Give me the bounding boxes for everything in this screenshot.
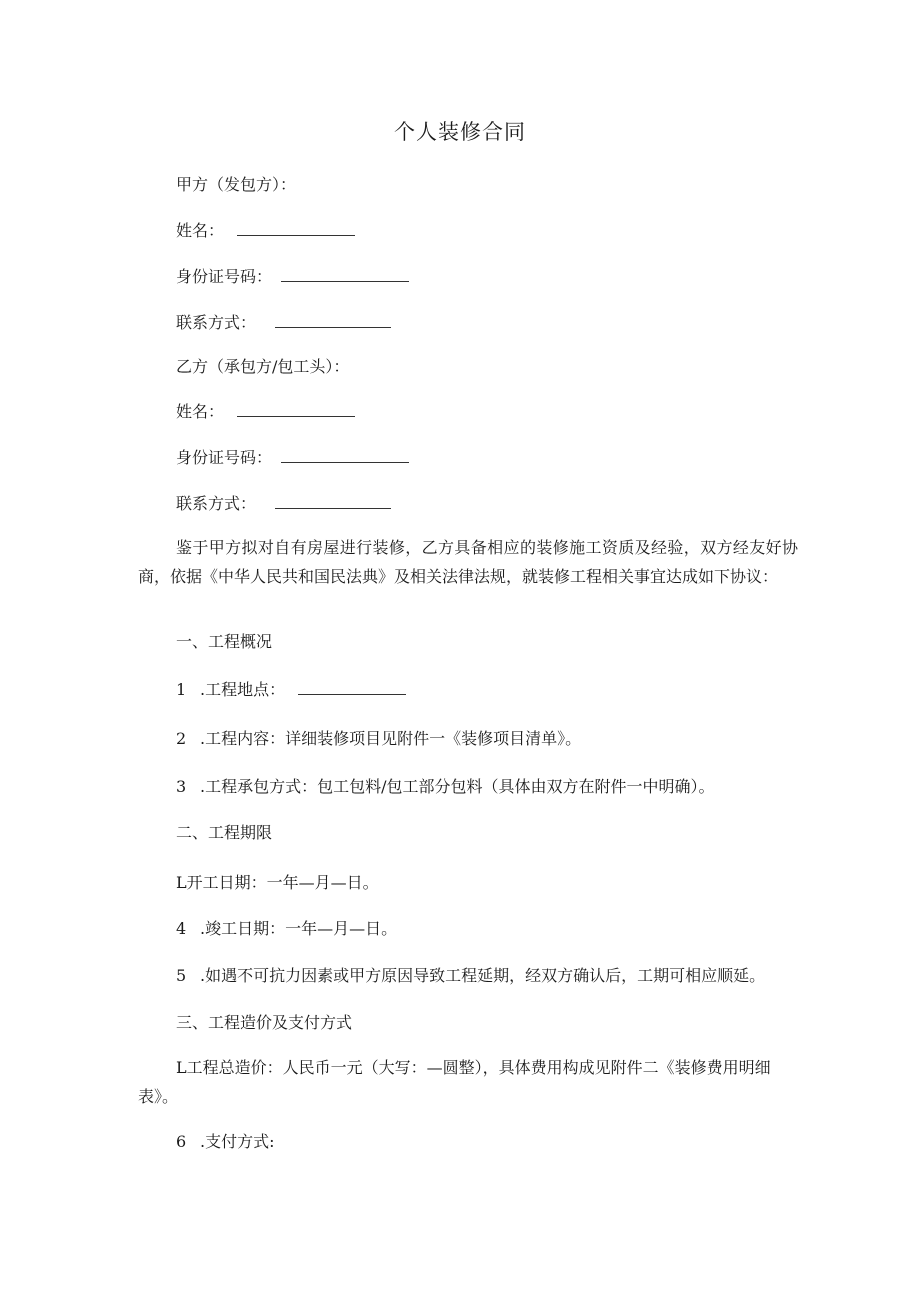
section1-item2-number: 2 bbox=[176, 729, 187, 748]
project-location-blank[interactable] bbox=[298, 680, 406, 695]
section1-item1 bbox=[176, 679, 406, 701]
party-b-name-label: 姓名： bbox=[176, 402, 225, 421]
party-b-id-row bbox=[176, 447, 409, 469]
section3-item1: L工程总造价：人民币一元（大写：—圆整），具体费用构成见附件二《装修费用明细表》。 bbox=[138, 1058, 771, 1106]
party-a-contact-label: 联系方式： bbox=[176, 313, 257, 332]
party-a-name-row bbox=[176, 220, 355, 242]
party-a-heading: 甲方（发包方）： bbox=[176, 175, 297, 194]
party-b-contact-label: 联系方式： bbox=[176, 494, 257, 513]
section2-item4 bbox=[176, 918, 397, 940]
section2-item4-number: 4 bbox=[176, 919, 187, 938]
document-title: 个人装修合同 bbox=[394, 120, 526, 144]
section1-item2 bbox=[176, 728, 581, 750]
party-a-id-row bbox=[176, 266, 409, 288]
section1-item3 bbox=[176, 776, 714, 798]
section2-item5-text: .如遇不可抗力因素或甲方原因导致工程延期，经双方确认后，工期可相应顺延。 bbox=[200, 966, 766, 985]
party-a-name-blank[interactable] bbox=[237, 221, 355, 236]
section3-item6 bbox=[176, 1131, 274, 1153]
section1-item2-text: .工程内容：详细装修项目见附件一《装修项目清单》。 bbox=[200, 729, 582, 748]
section2-item1: L开工日期：一年—月—日。 bbox=[176, 873, 379, 892]
party-b-contact-blank[interactable] bbox=[275, 494, 391, 509]
section2-item5 bbox=[176, 965, 765, 987]
section1-item3-text: .工程承包方式：包工包料/包工部分包料（具体由双方在附件一中明确）。 bbox=[200, 777, 715, 796]
party-a-name-label: 姓名： bbox=[176, 221, 225, 240]
section1-item3-number: 3 bbox=[176, 777, 187, 796]
party-b-id-blank[interactable] bbox=[281, 448, 409, 463]
party-b-heading: 乙方（承包方/包工头）： bbox=[176, 357, 350, 376]
section1-heading: 一、工程概况 bbox=[176, 632, 273, 651]
party-a-contact-row bbox=[176, 312, 391, 334]
section3-heading: 三、工程造价及支付方式 bbox=[176, 1013, 353, 1032]
preamble-paragraph: 鉴于甲方拟对自有房屋进行装修，乙方具备相应的装修施工资质及经验，双方经友好协商，依据《中华人民共和国民法典》及相关法律法规，就装修工程相关事宜达成如下协议： bbox=[138, 538, 798, 586]
section3-item6-number: 6 bbox=[176, 1132, 187, 1151]
party-a-id-blank[interactable] bbox=[281, 267, 409, 282]
party-b-name-row bbox=[176, 401, 355, 423]
section1-item1-number: 1 bbox=[176, 680, 187, 699]
section2-heading: 二、工程期限 bbox=[176, 823, 273, 842]
section1-item1-text: .工程地点： bbox=[200, 680, 286, 699]
party-a-contact-blank[interactable] bbox=[275, 313, 391, 328]
party-b-contact-row bbox=[176, 493, 391, 515]
section2-item4-text: .竣工日期：一年—月—日。 bbox=[200, 919, 398, 938]
party-b-name-blank[interactable] bbox=[237, 402, 355, 417]
section3-item6-text: .支付方式: bbox=[200, 1132, 275, 1151]
section2-item5-number: 5 bbox=[176, 966, 187, 985]
party-b-id-label: 身份证号码： bbox=[176, 448, 273, 467]
party-a-id-label: 身份证号码： bbox=[176, 267, 273, 286]
